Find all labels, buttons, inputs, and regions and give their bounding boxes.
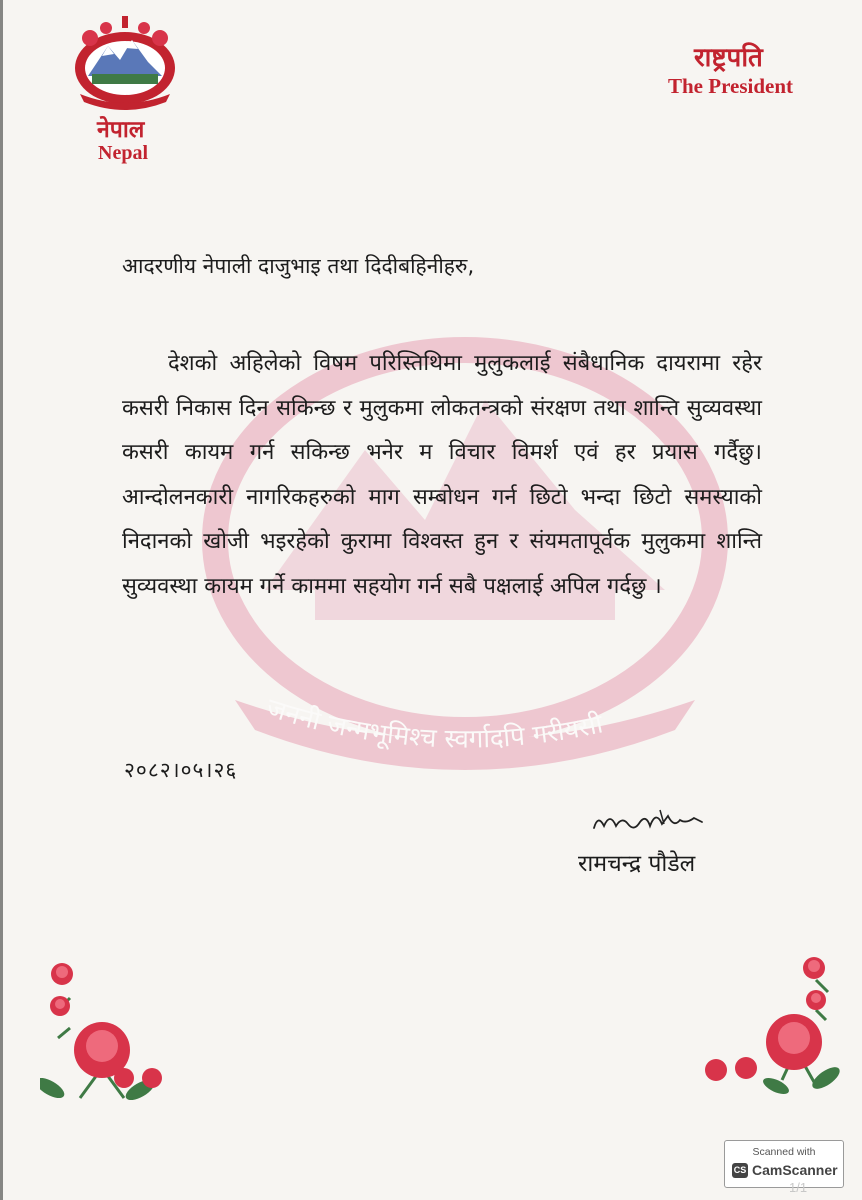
camscanner-name: CamScanner [752,1162,838,1178]
handwritten-signature [590,802,710,842]
salutation: आदरणीय नेपाली दाजुभाइ तथा दिदीबहिनीहरु, [122,254,475,278]
page-edge [0,0,3,1200]
page-number: 1/1 [789,1180,808,1195]
camscanner-logo-icon: CS [732,1163,748,1178]
rhododendron-flower-icon [696,950,846,1100]
scanned-with-label: Scanned with [752,1146,816,1158]
country-name-nepali: नेपाल [97,117,145,143]
letter-body: देशको अहिलेको विषम परिस्तिथिमा मुलुकलाई संबैधानिक दायरामा रहेर कसरी निकास दिन सकिन्छ र मुलुकमा लोकतन्त्रको संरक्षण तथा शान्ति सुव्यवस्था कसरी कायम गर्न सकिन्छ भनेर म विचार विमर्श एवं हर प्रयास गर्दैछु। आन्दोलनकारी नागरिकहरुको माग सम्बोधन गर्न छिटो भन्दा छिटो समस्याको निदानको खोजी भइरहेको कुरामा विश्वस्त हुन र संयमतापूर्वक मुलुकमा शान्ति सुव्यवस्था कायम गर्ने काममा सहयोग गर्न सबै पक्षलाई अपिल गर्दछु । [122,351,762,599]
camscanner-badge [724,1140,844,1188]
watermark-motto: जननी जन्मभूमिश्च स्वर्गादपि गरीयसी [262,693,606,755]
letter-date: २०८२।०५।२६ [124,758,238,782]
nepal-emblem-icon [68,16,182,112]
office-title-nepali: राष्ट्रपति [694,43,763,73]
signatory-name: रामचन्द्र पौडेल [578,851,696,877]
country-name-english: Nepal [98,142,148,164]
office-title-english: The President [668,74,794,98]
rhododendron-flower-icon [40,958,180,1108]
